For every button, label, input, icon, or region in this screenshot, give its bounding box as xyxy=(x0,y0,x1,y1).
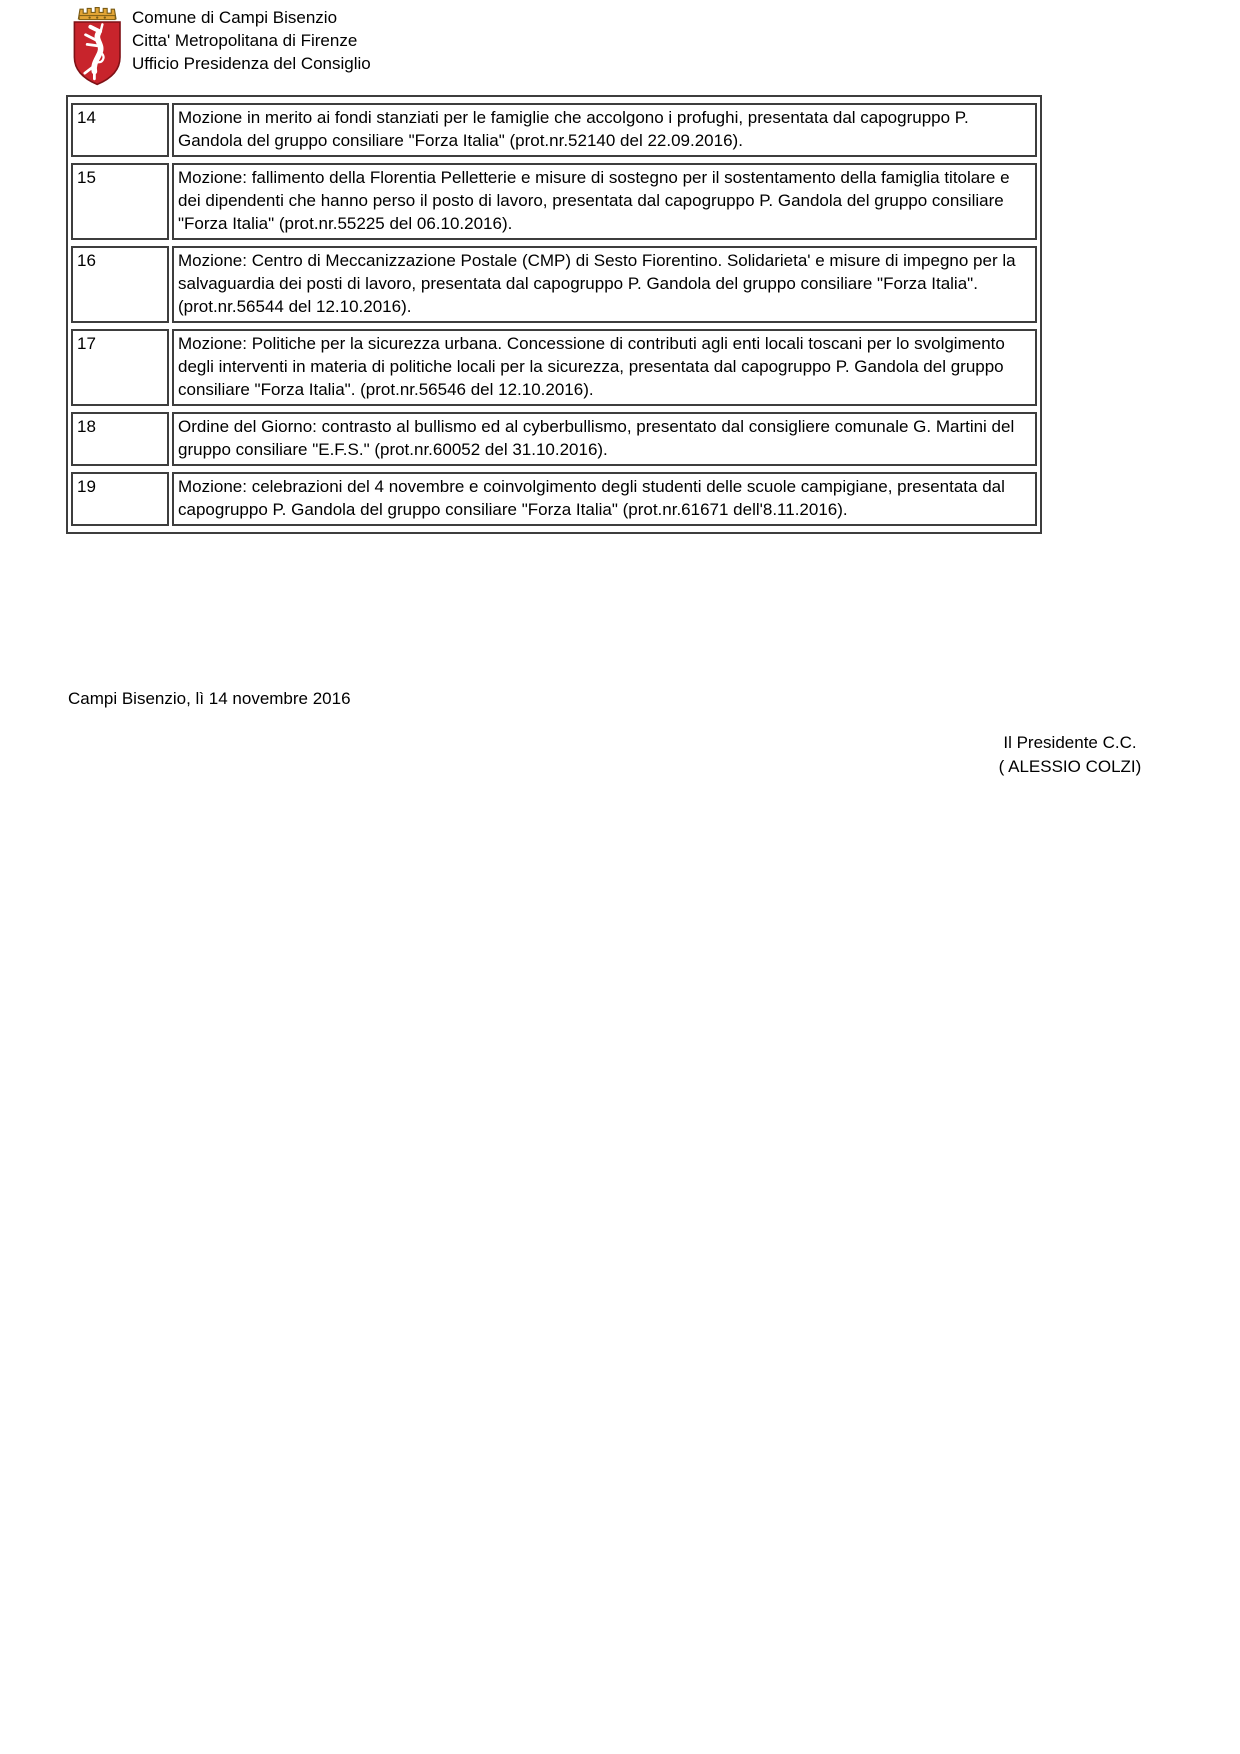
row-number-cell: 19 xyxy=(71,472,169,526)
table-row xyxy=(71,472,1037,526)
row-number-cell: 16 xyxy=(71,246,169,323)
row-number-cell: 14 xyxy=(71,103,169,157)
table-row xyxy=(71,412,1037,466)
table-row xyxy=(71,163,1037,240)
row-number-cell: 17 xyxy=(71,329,169,406)
row-text-cell: Mozione: fallimento della Florentia Pelletterie e misure di sostegno per il sostentamento della famiglia titolare e dei dipendenti che hanno perso il posto di lavoro, presentata dal capogruppo P. Gandola del gruppo consiliare "Forza Italia" (prot.nr.55225 del 06.10.2016). xyxy=(172,163,1037,240)
crown-icon xyxy=(78,8,116,20)
row-text-cell: Mozione: celebrazioni del 4 novembre e coinvolgimento degli studenti delle scuole campigiane, presentata dal capogruppo P. Gandola del gruppo consiliare "Forza Italia" (prot.nr.61671 dell'8.11.2016). xyxy=(172,472,1037,526)
row-text-cell: Mozione in merito ai fondi stanziati per le famiglie che accolgono i profughi, presentata dal capogruppo P. Gandola del gruppo consiliare "Forza Italia" (prot.nr.52140 del 22.09.2016). xyxy=(172,103,1037,157)
shield-icon xyxy=(74,22,120,84)
row-number-cell: 18 xyxy=(71,412,169,466)
org-name-line3: Ufficio Presidenza del Consiglio xyxy=(132,54,371,73)
row-text-cell: Mozione: Politiche per la sicurezza urbana. Concessione di contributi agli enti locali toscani per lo svolgimento degli interventi in materia di politiche locali per la sicurezza, presentata dal capogruppo P. Gandola del gruppo consiliare "Forza Italia". (prot.nr.56546 del 12.10.2016). xyxy=(172,329,1037,406)
row-text-cell: Mozione: Centro di Meccanizzazione Postale (CMP) di Sesto Fiorentino. Solidarieta' e misure di impegno per la salvaguardia dei posti di lavoro, presentata dal capogruppo P. Gandola del gruppo consiliare "Forza Italia". (prot.nr.56544 del 12.10.2016). xyxy=(172,246,1037,323)
table-row xyxy=(71,246,1037,323)
document-header xyxy=(68,4,371,88)
table-row xyxy=(71,329,1037,406)
row-text-cell: Ordine del Giorno: contrasto al bullismo ed al cyberbullismo, presentato dal consigliere comunale G. Martini del gruppo consiliare "E.F.S." (prot.nr.60052 del 31.10.2016). xyxy=(172,412,1037,466)
signature-name: ( ALESSIO COLZI) xyxy=(998,757,1142,776)
row-number-cell: 15 xyxy=(71,163,169,240)
table-row xyxy=(71,103,1037,157)
place-date-line: Campi Bisenzio, lì 14 novembre 2016 xyxy=(68,689,351,708)
org-name-line1: Comune di Campi Bisenzio xyxy=(132,8,338,27)
org-name-line2: Citta' Metropolitana di Firenze xyxy=(132,31,358,50)
signature-title: Il Presidente C.C. xyxy=(1003,733,1137,752)
org-name-block xyxy=(132,4,371,88)
signature-block xyxy=(940,731,1200,779)
campi-bisenzio-coat-of-arms-icon xyxy=(68,4,124,88)
agenda-items-table xyxy=(66,95,1042,534)
